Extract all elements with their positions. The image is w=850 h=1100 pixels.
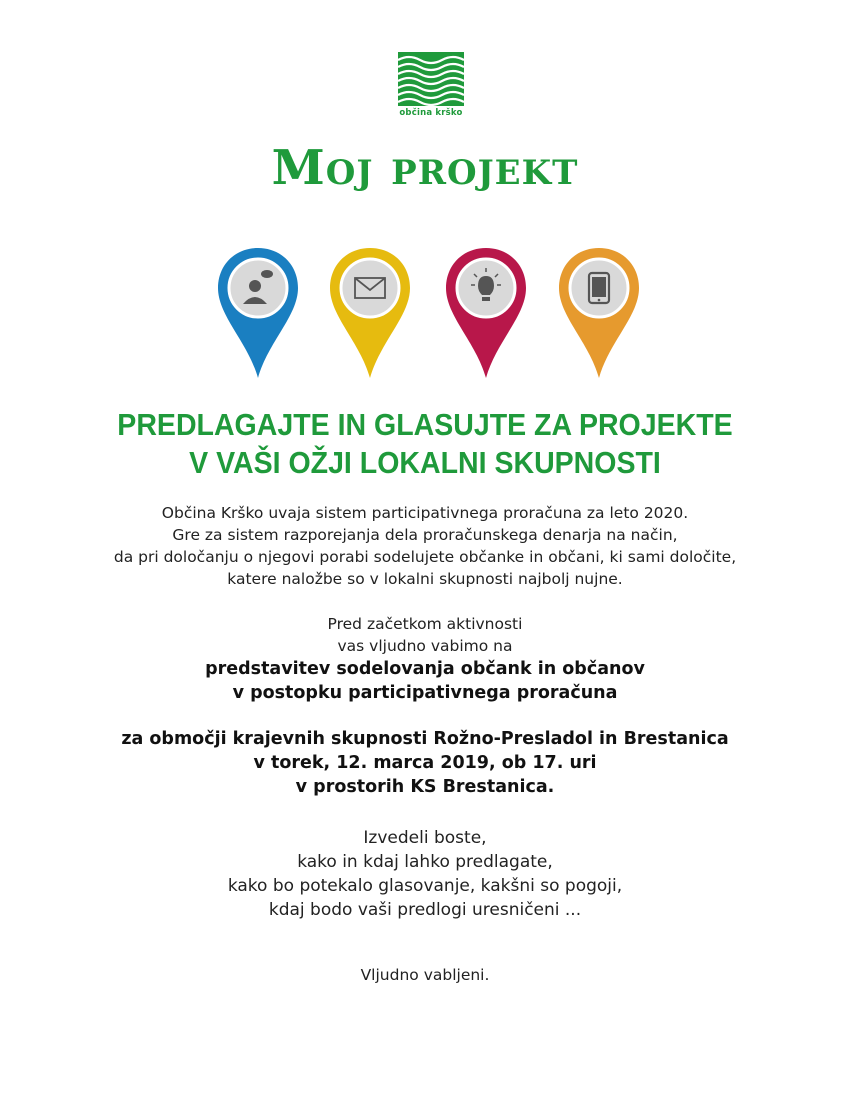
event-details — [0, 727, 850, 799]
intro-line: katere naložbe so v lokalni skupnosti najbolj nujne. — [227, 570, 623, 588]
learn-line: Izvedeli boste, — [363, 828, 487, 848]
logo-text: občina krško — [399, 108, 463, 118]
invite-line: vas vljudno vabimo na — [337, 637, 513, 655]
headline-line-2: V VAŠI OŽJI LOKALNI SKUPNOSTI — [189, 445, 661, 480]
event-venue-line: v prostorih KS Brestanica. — [295, 777, 555, 797]
event-title-line: v postopku participativnega proračuna — [232, 683, 618, 703]
intro-paragraph — [0, 502, 850, 590]
learn-line: kdaj bodo vaši predlogi uresničeni ... — [268, 900, 582, 920]
learn-line: kako in kdaj lahko predlagate, — [297, 852, 553, 872]
headline — [34, 406, 816, 482]
closing-text: Vljudno vabljeni. — [360, 966, 490, 984]
page-title: Moj projekt — [271, 140, 579, 196]
event-title — [0, 657, 850, 705]
invite-line: Pred začetkom aktivnosti — [327, 615, 523, 633]
intro-line: da pri določanju o njegovi porabi sodelujete občanke in občani, ki sami določite, — [113, 548, 737, 566]
learn-paragraph — [0, 826, 850, 922]
intro-line: Občina Krško uvaja sistem participativnega proračuna za leto 2020. — [161, 504, 689, 522]
wave-logo-icon — [398, 52, 464, 106]
pin-tablet — [557, 246, 641, 380]
learn-line: kako bo potekalo glasovanje, kakšni so pogoji, — [227, 876, 623, 896]
invite-paragraph — [0, 613, 850, 657]
event-title-line: predstavitev sodelovanja občank in občanov — [205, 659, 645, 679]
municipality-logo — [398, 52, 464, 118]
pin-person — [216, 246, 300, 380]
event-date-line: v torek, 12. marca 2019, ob 17. uri — [253, 753, 597, 773]
pin-lightbulb — [444, 246, 528, 380]
pin-envelope — [328, 246, 412, 380]
event-location-line: za območji krajevnih skupnosti Rožno-Presladol in Brestanica — [121, 729, 729, 749]
headline-line-1: PREDLAGAJTE IN GLASUJTE ZA PROJEKTE — [117, 407, 733, 442]
intro-line: Gre za sistem razporejanja dela proračunskega denarja na način, — [172, 526, 678, 544]
pin-row — [0, 246, 850, 380]
